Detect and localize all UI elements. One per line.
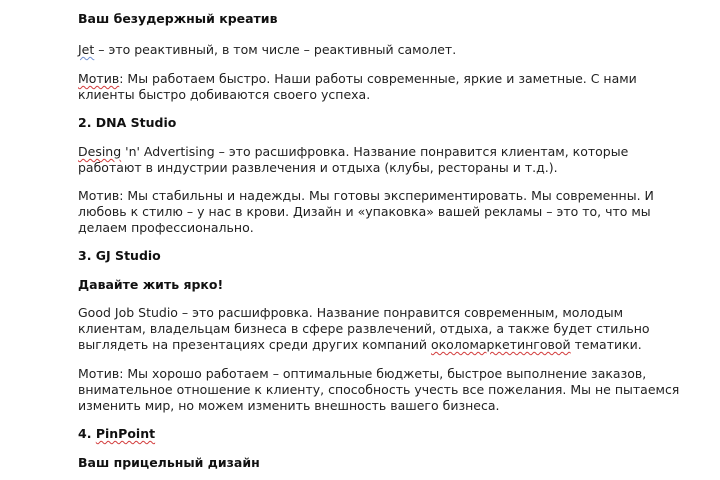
flagged-word: околомаркетинговой xyxy=(430,337,571,352)
section2-desc-line1 xyxy=(78,144,628,160)
document-page xyxy=(78,0,698,480)
misspelled-word: Desing xyxy=(78,144,122,159)
section1-description-text: – это реактивный, в том числе – реактивный самолет. xyxy=(94,42,457,57)
section3-title: 3. GJ Studio xyxy=(78,248,161,263)
section3-desc-after: тематики. xyxy=(570,337,642,352)
section3-motive-line1: Мотив: Мы хорошо работаем – оптимальные бюджеты, быстрое выполнение заказов, xyxy=(78,366,647,381)
section3-tagline: Давайте жить ярко! xyxy=(78,277,224,292)
section1-motive-line2: клиенты быстро добиваются своего успеха. xyxy=(78,87,371,102)
brand-jet: Jet xyxy=(78,42,95,57)
section4-title xyxy=(78,426,155,442)
section3-desc-line1: Good Job Studio – это расшифровка. Название понравится современным, молодым xyxy=(78,305,624,320)
section3-desc-before: выглядеть на презентациях среди других компаний xyxy=(78,337,431,352)
section3-motive-line3: изменить мир, но можем изменить внешность вашего бизнеса. xyxy=(78,398,500,413)
motive-label: Мотив xyxy=(78,71,120,86)
section1-description xyxy=(78,42,456,58)
section3-desc-line2: клиентам, владельцам бизнеса в сфере развлечений, отдыха, а также будет стильно xyxy=(78,321,650,336)
section4-title-number: 4. xyxy=(78,426,96,441)
section1-motive-text: : Мы работаем быстро. Наши работы современные, яркие и заметные. С нами xyxy=(119,71,637,86)
section2-motive-line2: любовь к стилю – у нас в крови. Дизайн и «упаковка» вашей рекламы – это то, что мы xyxy=(78,204,651,219)
section1-motive-line1 xyxy=(78,71,637,87)
section3-motive-line2: внимательное отношение к клиенту, способность учесть все пожелания. Мы не пытаемся xyxy=(78,382,680,397)
section2-desc-text: 'n' Advertising – это расшифровка. Название понравится клиентам, которые xyxy=(121,144,629,159)
section2-motive-line3: делаем профессионально. xyxy=(78,220,254,235)
section1-tagline: Ваш безудержный креатив xyxy=(78,11,278,26)
section2-motive-line1: Мотив: Мы стабильны и надежды. Мы готовы экспериментировать. Мы современны. И xyxy=(78,188,654,203)
section4-title-name: PinPoint xyxy=(95,426,156,441)
section2-desc-line2: работают в индустрии развлечения и отдыха (клубы, рестораны и т.д.). xyxy=(78,160,558,175)
section4-tagline: Ваш прицельный дизайн xyxy=(78,455,260,470)
section3-desc-line3 xyxy=(78,337,642,353)
section2-title: 2. DNA Studio xyxy=(78,115,177,130)
